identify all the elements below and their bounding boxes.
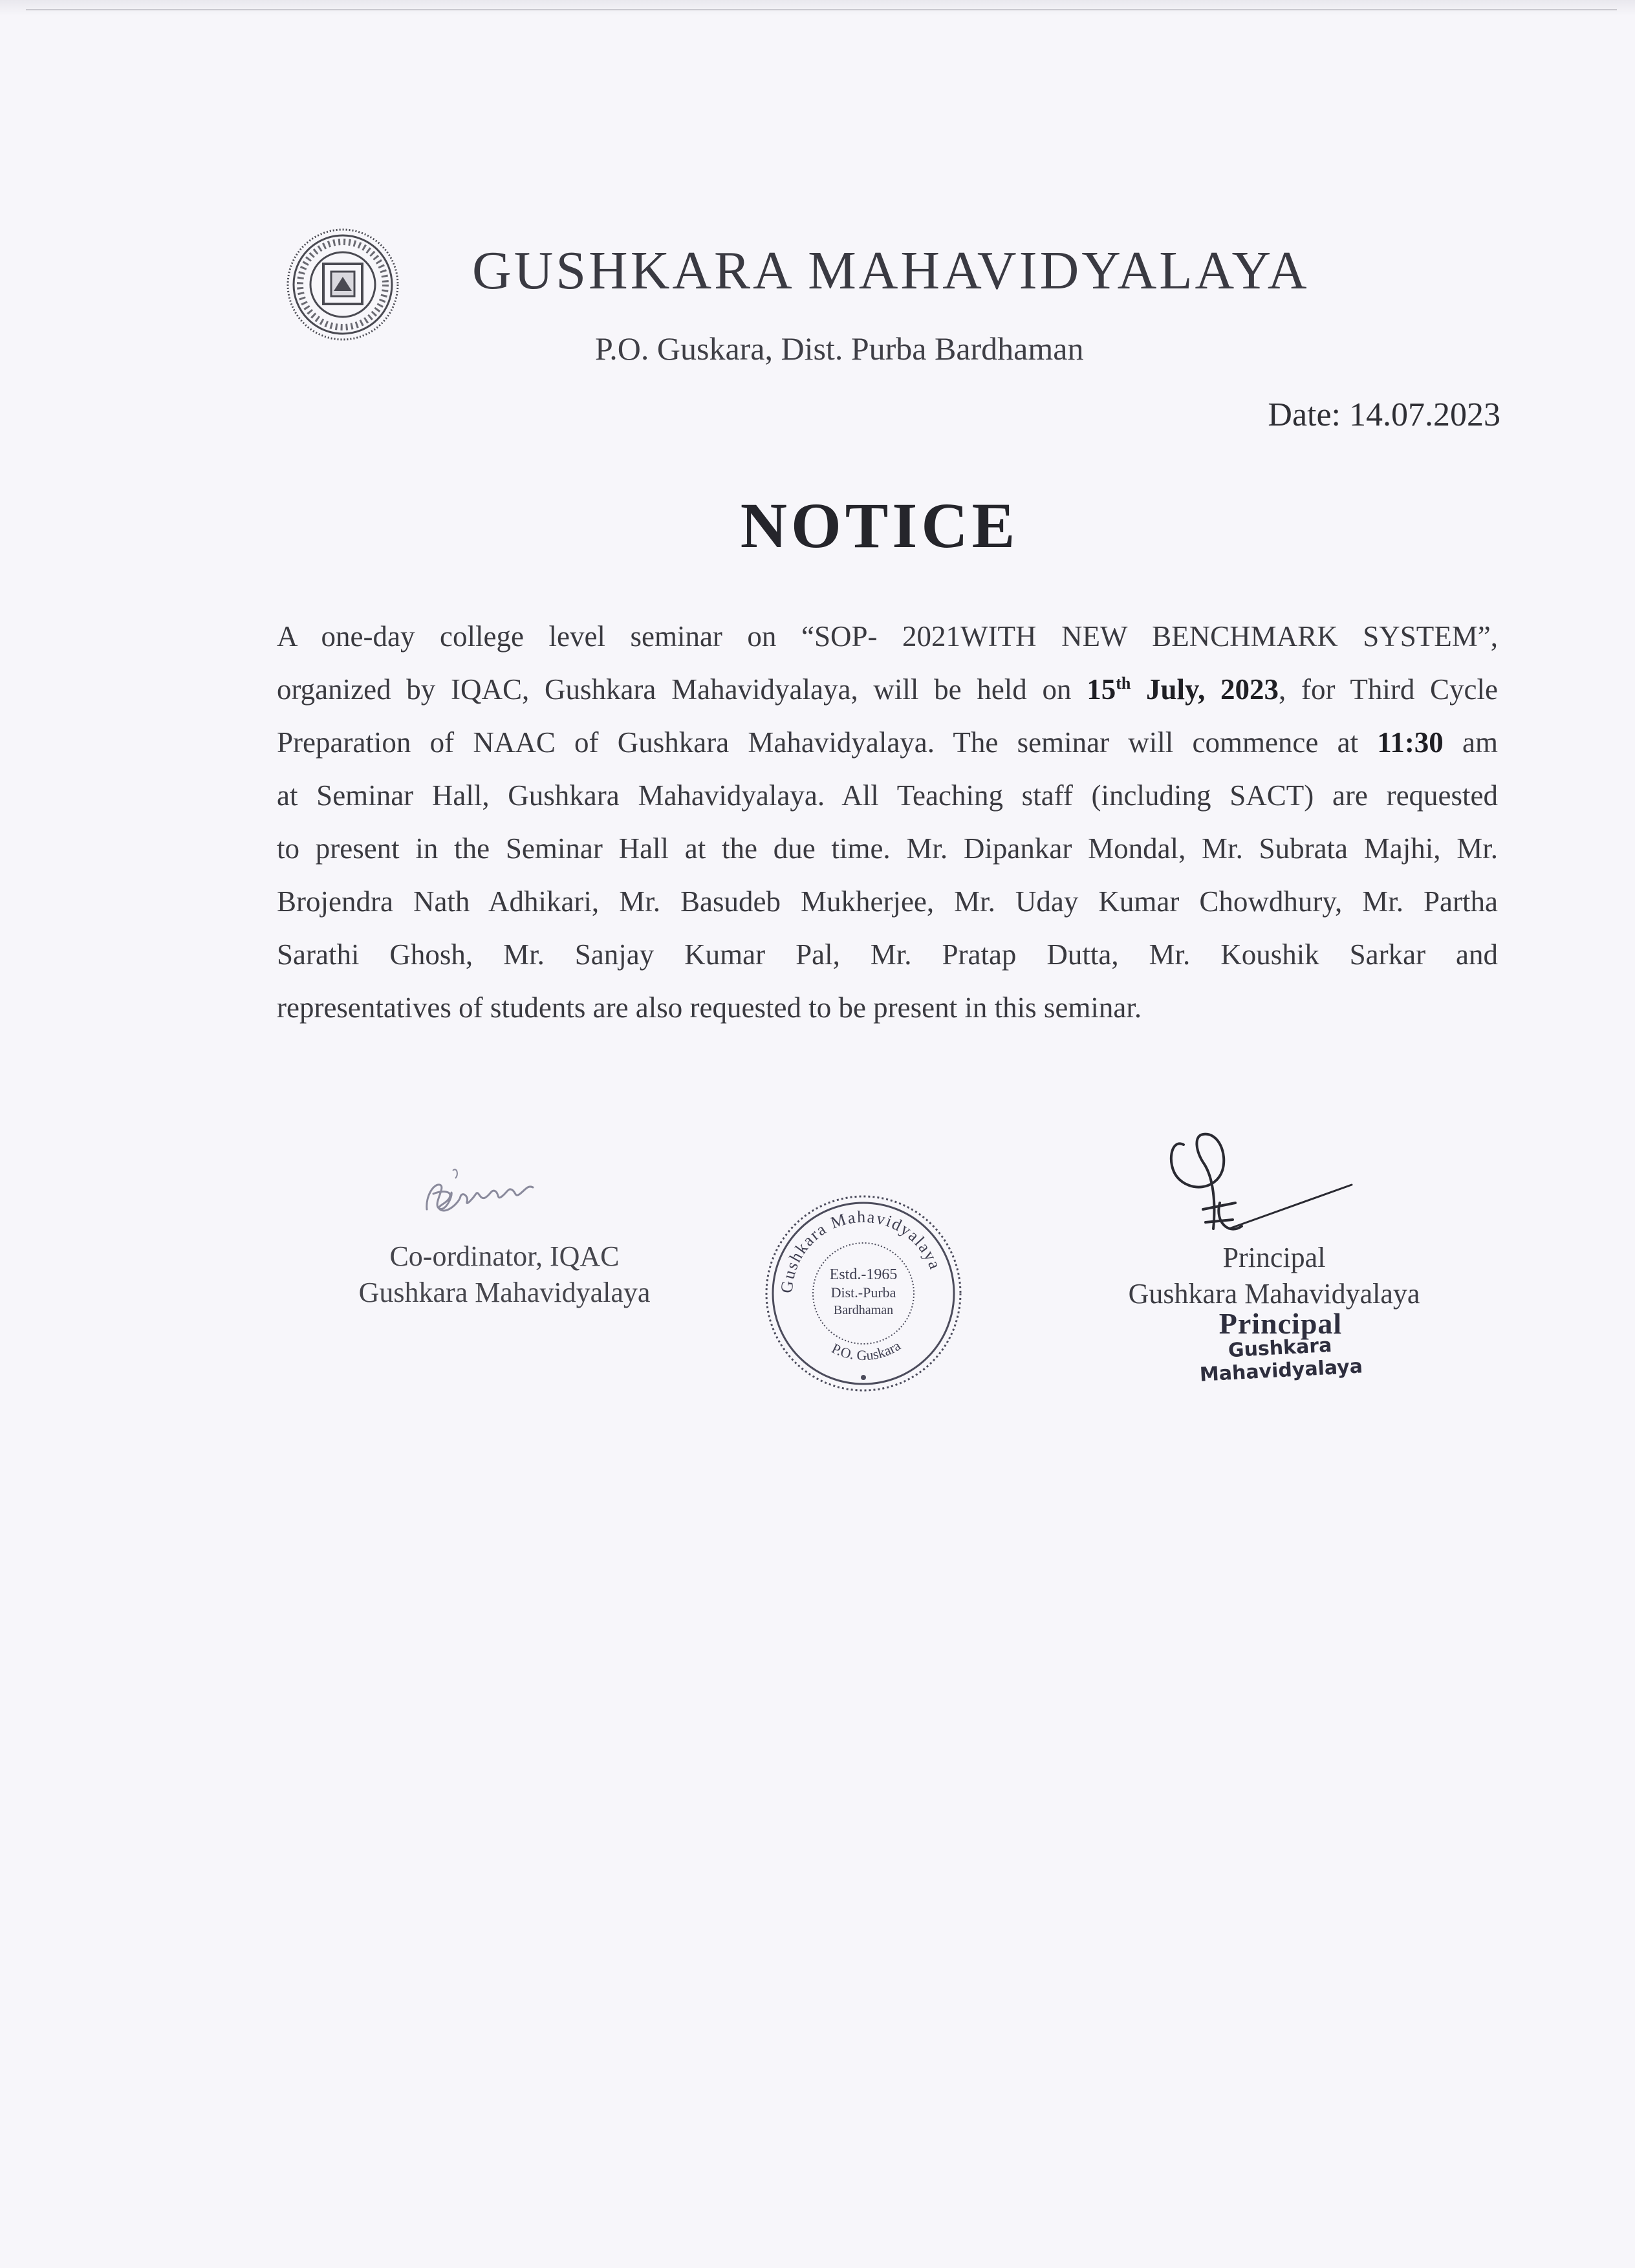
- body-line: representatives of students are also requested to be present in this seminar.: [277, 991, 1142, 1024]
- body-line: at Seminar Hall, Gushkara Mahavidyalaya. All Teaching staff (including SACT) are requested: [277, 779, 1498, 812]
- principal-signature: [1158, 1125, 1358, 1255]
- body-line: Brojendra Nath Adhikari, Mr. Basudeb Mukherjee, Mr. Uday Kumar Chowdhury, Mr. Partha: [277, 885, 1498, 918]
- principal-stamp: [1145, 1306, 1416, 1387]
- seal-center-line3: Bardhaman: [833, 1303, 894, 1317]
- seal-bottom-text: P.O. Guskara: [829, 1337, 904, 1364]
- body-line: Sarathi Ghosh, Mr. Sanjay Kumar Pal, Mr. Pratap Dutta, Mr. Koushik Sarkar and: [277, 938, 1498, 971]
- college-address: P.O. Guskara, Dist. Purba Bardhaman: [595, 330, 1084, 367]
- notice-title-text: NOTICE: [740, 490, 1019, 561]
- body-line: organized by IQAC, Gushkara Mahavidyalaya, will be held on 15th July, 2023, for Third Cycle: [277, 673, 1498, 706]
- body-line: Preparation of NAAC of Gushkara Mahavidyalaya. The seminar will commence at 11:30 am: [277, 726, 1499, 759]
- seminar-date: 15th July, 2023: [1087, 673, 1279, 706]
- principal-title: Principal: [1222, 1242, 1326, 1273]
- principal-block: [1093, 1240, 1455, 1312]
- college-logo: [285, 226, 401, 343]
- coordinator-title: Co-ordinator, IQAC: [389, 1240, 620, 1272]
- seal-outer-text: Gushkara Mahavidyalaya: [777, 1207, 946, 1294]
- seal-center-line1: Estd.-1965: [829, 1266, 898, 1283]
- principal-stamp-title: Principal: [1218, 1307, 1343, 1340]
- notice-body: [277, 610, 1498, 1034]
- coordinator-signature: [414, 1158, 569, 1229]
- college-name: GUSHKARA MAHAVIDYALAYA: [472, 241, 1310, 301]
- notice-date: Date: 14.07.2023: [1268, 396, 1500, 433]
- principal-stamp-institution: Gushkara Mahavidyalaya: [1199, 1334, 1363, 1387]
- body-line: to present in the Seminar Hall at the due time. Mr. Dipankar Mondal, Mr. Subrata Majhi, Mr.: [277, 832, 1498, 865]
- coordinator-block: [310, 1238, 698, 1311]
- coordinator-institution: Gushkara Mahavidyalaya: [358, 1277, 651, 1308]
- college-seal: [753, 1183, 973, 1403]
- principal-institution: Gushkara Mahavidyalaya: [1128, 1278, 1420, 1310]
- notice-title: [0, 488, 1635, 563]
- body-line: A one-day college level seminar on “SOP- 2021WITH NEW BENCHMARK SYSTEM”,: [277, 620, 1498, 653]
- scan-edge-line: [26, 9, 1617, 10]
- svg-text:P.O. Guskara: [829, 1337, 904, 1363]
- page-edge: [0, 0, 1635, 16]
- seminar-time: 11:30: [1377, 726, 1444, 759]
- seal-center-line2: Dist.-Purba: [830, 1284, 896, 1301]
